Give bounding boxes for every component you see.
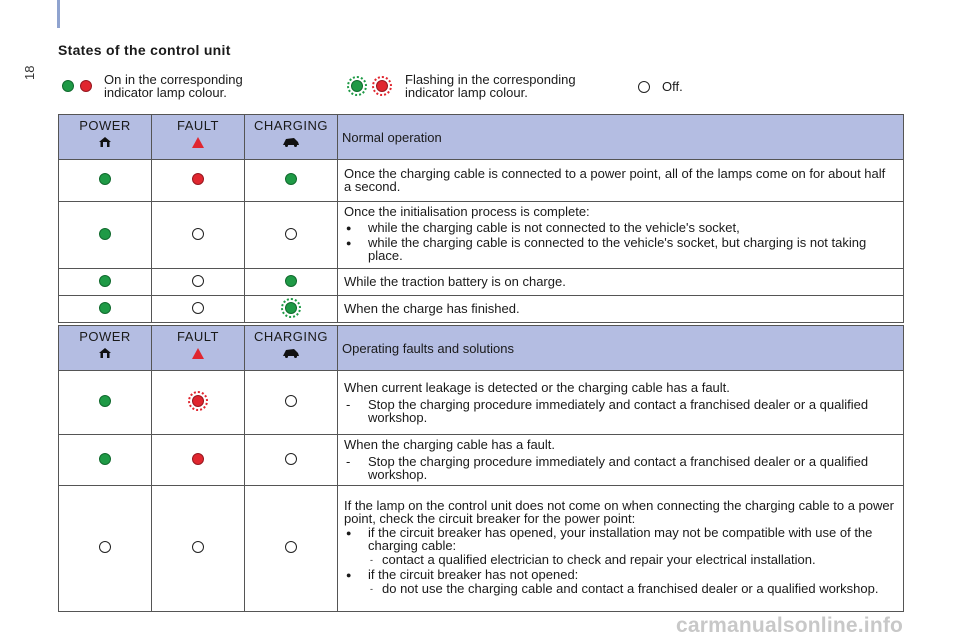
legend-on-text: On in the corresponding indicator lamp colour. <box>104 72 243 100</box>
page-number: 18 <box>22 65 37 80</box>
table-row <box>59 371 904 435</box>
row-description: When the charging cable has a fault. - Stop the charging procedure immediately and contact a franchised dealer or a qualified workshop. <box>338 435 904 486</box>
row-description: If the lamp on the control unit does not come on when connecting the charging cable to a power point, check the circuit breaker for the power point: ● if the circuit breaker has opened, your installation may not be compatible with use of the charging cable: - contact a qualified electrician to check and repair your electrical installation. ● if the circuit breaker has not opened: - do not use the charging cable and contact a franchised dealer or a qualified workshop. <box>338 486 904 612</box>
list-item: ● if the circuit breaker has not opened: - do not use the charging cable and contact a franchised dealer or a qualified workshop. <box>344 568 895 595</box>
red-flashing-lamp-icon <box>192 395 204 407</box>
row-description: While the traction battery is on charge. <box>338 269 904 296</box>
list-item: - Stop the charging procedure immediately and contact a franchised dealer or a qualified workshop. <box>344 398 895 424</box>
table-row <box>59 269 904 296</box>
list-item: ● while the charging cable is not connected to the vehicle's socket, <box>344 221 895 234</box>
off-lamp-icon <box>638 81 650 93</box>
legend-off-text: Off. <box>662 79 683 94</box>
home-icon <box>99 137 111 147</box>
green-lamp-icon <box>99 453 111 465</box>
table-row <box>59 160 904 202</box>
row-description: Once the charging cable is connected to a power point, all of the lamps come on for about half a second. <box>338 160 904 202</box>
row-description: When the charge has finished. <box>338 296 904 323</box>
off-lamp-icon <box>285 395 297 407</box>
off-lamp-icon <box>99 541 111 553</box>
warning-triangle-icon <box>192 348 204 359</box>
list-item: ● if the circuit breaker has opened, your installation may not be compatible with use of the charging cable: - contact a qualified electrician to check and repair your electrical installation. <box>344 526 895 566</box>
operating-faults-table <box>58 325 904 612</box>
page-edge-bar <box>57 0 60 28</box>
fault-column-header: FAULT <box>152 115 245 160</box>
off-lamp-icon <box>285 228 297 240</box>
off-lamp-icon <box>192 541 204 553</box>
green-lamp-icon <box>99 228 111 240</box>
list-item: - do not use the charging cable and contact a franchised dealer or a qualified workshop. <box>368 582 895 595</box>
row-description: Once the initialisation process is complete: ● while the charging cable is not connected to the vehicle's socket, ● while the charging cable is connected to the vehicle's socket, but charging is not taking place. <box>338 202 904 269</box>
power-column-header: POWER <box>59 115 152 160</box>
car-icon <box>282 348 300 358</box>
green-lamp-icon <box>285 173 297 185</box>
green-lamp-icon <box>62 80 74 92</box>
off-lamp-icon <box>285 541 297 553</box>
car-icon <box>282 137 300 147</box>
green-flashing-lamp-icon <box>351 80 363 92</box>
red-lamp-icon <box>80 80 92 92</box>
legend-off <box>638 80 683 93</box>
red-flashing-lamp-icon <box>376 80 388 92</box>
table-row <box>59 202 904 269</box>
green-lamp-icon <box>99 275 111 287</box>
table-row <box>59 435 904 486</box>
red-lamp-icon <box>192 173 204 185</box>
green-lamp-icon <box>99 395 111 407</box>
off-lamp-icon <box>192 302 204 314</box>
list-item: - Stop the charging procedure immediately and contact a franchised dealer or a qualified workshop. <box>344 455 895 481</box>
off-lamp-icon <box>192 228 204 240</box>
legend-flashing-text: Flashing in the corresponding indicator lamp colour. <box>405 72 576 100</box>
power-column-header: POWER <box>59 326 152 371</box>
normal-operation-header: Normal operation <box>338 115 904 160</box>
off-lamp-icon <box>192 275 204 287</box>
green-lamp-icon <box>285 275 297 287</box>
table-row <box>59 486 904 612</box>
list-item: ● while the charging cable is connected to the vehicle's socket, but charging is not taking place. <box>344 236 895 262</box>
legend-on <box>62 73 243 99</box>
table-header-row <box>59 326 904 371</box>
section-title: States of the control unit <box>58 42 231 58</box>
green-lamp-icon <box>99 173 111 185</box>
red-lamp-icon <box>192 453 204 465</box>
charging-column-header: CHARGING <box>245 115 338 160</box>
green-lamp-icon <box>99 302 111 314</box>
watermark: carmanualsonline.info <box>676 614 904 637</box>
table-header-row <box>59 115 904 160</box>
green-flashing-lamp-icon <box>285 302 297 314</box>
charging-column-header: CHARGING <box>245 326 338 371</box>
list-item: - contact a qualified electrician to check and repair your electrical installation. <box>368 553 895 566</box>
normal-operation-table <box>58 114 904 323</box>
table-row <box>59 296 904 323</box>
legend-flashing <box>351 73 576 99</box>
fault-column-header: FAULT <box>152 326 245 371</box>
home-icon <box>99 348 111 358</box>
row-description: When current leakage is detected or the charging cable has a fault. - Stop the charging procedure immediately and contact a franchised dealer or a qualified workshop. <box>338 371 904 435</box>
off-lamp-icon <box>285 453 297 465</box>
operating-faults-header: Operating faults and solutions <box>338 326 904 371</box>
warning-triangle-icon <box>192 137 204 148</box>
